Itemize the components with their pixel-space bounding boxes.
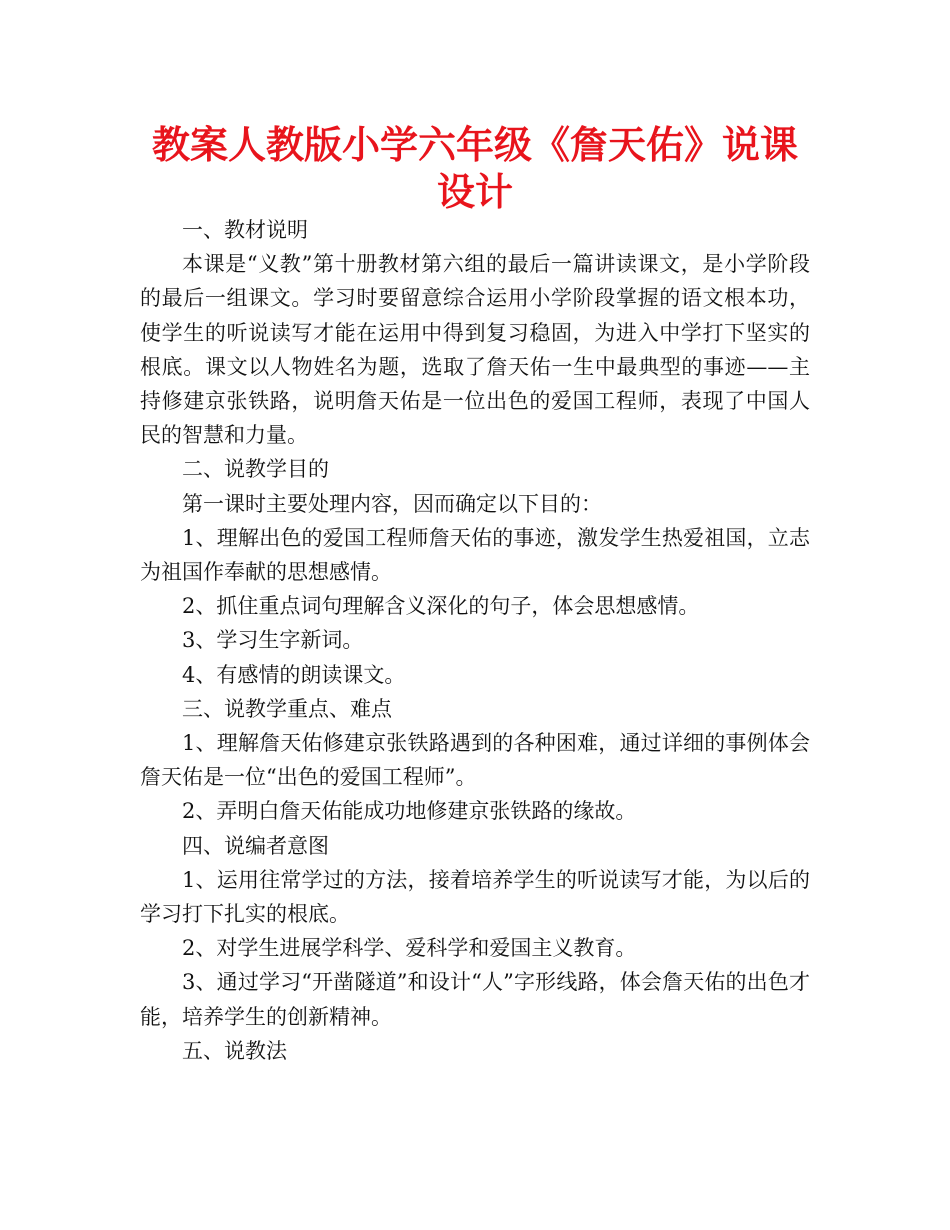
list-item-intent-1: 1、运用往常学过的方法，接着培养学生的听说读写才能，为以后的学习打下扎实的根底。 (140, 867, 810, 927)
section-heading-methods: 五、说教法 (182, 1038, 287, 1063)
list-item-objective-3: 3、学习生字新词。 (182, 628, 364, 653)
section-heading-materials: 一、教材说明 (182, 218, 308, 242)
list-item-intent-3: 3、通过学习“开凿隧道”和设计“人”字形线路，体会詹天佑的出色才能，培养学生的创新精神。 (140, 970, 810, 1029)
document-body (140, 213, 810, 1068)
list-item-intent-2: 2、对学生进展学科学、爱科学和爱国主义教育。 (182, 936, 637, 961)
paragraph-materials: 本课是“义教”第十册教材第六组的最后一篇讲读课文，是小学阶段的最后一组课文。学习时要留意综合运用小学阶段掌握的语文根本功，使学生的听说读写才能在运用中得到复习稳固，为进入中学打下坚实的根底。课文以人物姓名为题，选取了詹天佑一生中最典型的事迹——主持修建京张铁路，说明詹天佑是一位出色的爱国工程师，表现了中国人民的智慧和力量。 (140, 252, 810, 448)
section-heading-editor-intent: 四、说编者意图 (182, 833, 329, 858)
section-heading-objectives: 二、说教学目的 (182, 457, 329, 482)
list-item-key-point-2: 2、弄明白詹天佑能成功地修建京张铁路的缘故。 (182, 799, 637, 824)
section-heading-key-points: 三、说教学重点、难点 (182, 696, 392, 721)
paragraph-objectives-intro: 第一课时主要处理内容，因而确定以下目的： (182, 491, 602, 516)
document-title: 教案人教版小学六年级《詹天佑》说课设计 (151, 123, 798, 214)
list-item-objective-1: 1、理解出色的爱国工程师詹天佑的事迹，激发学生热爱祖国，立志为祖国作奉献的思想感情。 (140, 525, 810, 585)
list-item-objective-2: 2、抓住重点词句理解含义深化的句子，体会思想感情。 (182, 594, 700, 619)
list-item-objective-4: 4、有感情的朗读课文。 (182, 662, 406, 687)
list-item-key-point-1: 1、理解詹天佑修建京张铁路遇到的各种困难，通过详细的事例体会詹天佑是一位“出色的爱国工程师”。 (140, 731, 810, 790)
